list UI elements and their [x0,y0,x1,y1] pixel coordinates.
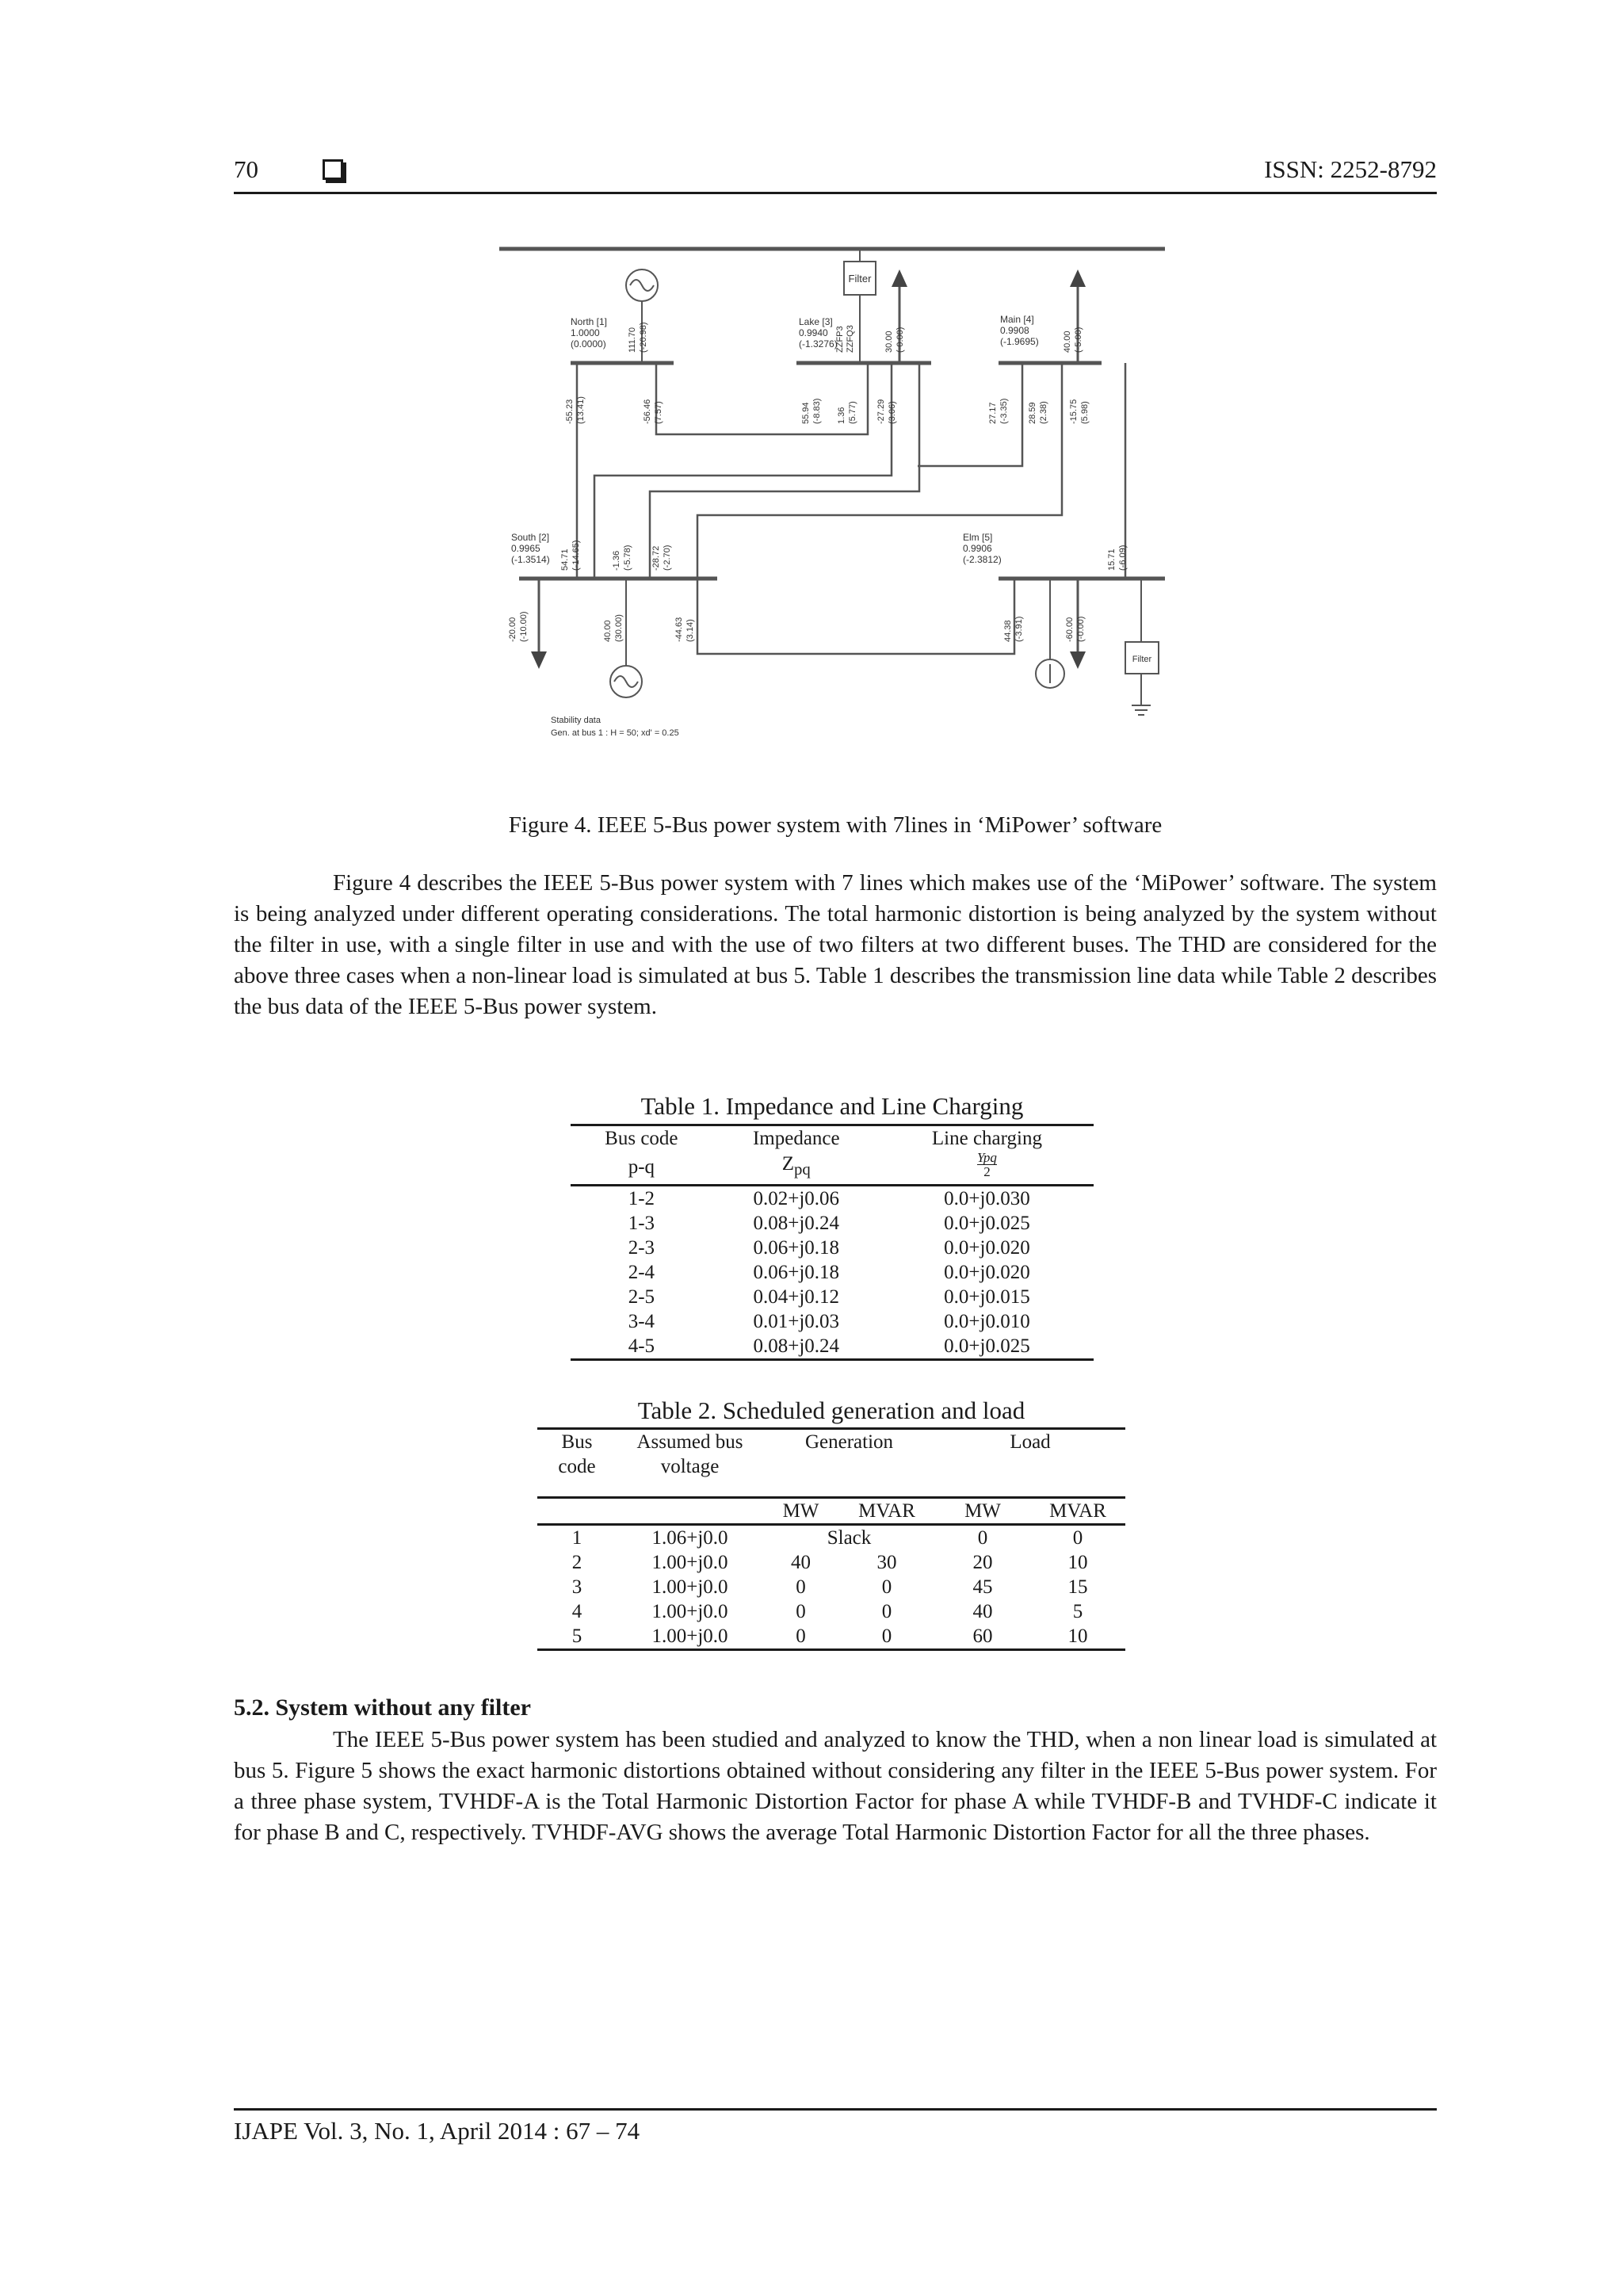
table-cell: Slack [827,1527,872,1549]
flow-value: 15.71 [1107,548,1117,571]
table-unit: MVAR [838,1498,935,1525]
table-cell: 1.00+j0.0 [651,1576,728,1598]
flow-value: (3.14) [685,619,695,642]
z-subscript: pq [794,1159,811,1179]
flow-value: -44.63 [674,617,684,642]
table-cell: 30 [876,1552,897,1573]
table-cell: 0.0+j0.025 [944,1213,1030,1234]
bus-lake-name: Lake [3] [799,316,833,327]
table-cell: 0.08+j0.24 [753,1335,840,1357]
table-cell: 60 [972,1626,993,1647]
flow-value: (-3.35) [999,398,1009,424]
table-cell: 0 [881,1601,892,1622]
table-header: code [558,1456,596,1477]
table-cell: 1.00+j0.0 [651,1552,728,1573]
flow-value: 27.17 [988,402,998,424]
flow-value: -60.00 [1065,617,1075,642]
bus-main-angle: (-1.9695) [1000,336,1039,347]
table-row [571,1309,1094,1334]
bus-north-angle: (0.0000) [571,338,606,350]
table-cell: 0 [1072,1527,1083,1549]
bus-south-angle: (-1.3514) [511,554,550,565]
bus-elm-voltage: 0.9906 [963,543,992,554]
flow-value: -28.72 [651,545,661,571]
issn: ISSN: 2252-8792 [1264,155,1437,183]
bus-lake-voltage: 0.9940 [799,327,828,338]
flow-value: (3.06) [888,401,897,424]
bus-north-name: North [1] [571,316,608,327]
table-cell: 1-3 [628,1213,655,1234]
bus-elm-angle: (-2.3812) [963,554,1002,565]
table-cell: 1.06+j0.0 [651,1527,728,1549]
table-cell: 2 [571,1552,582,1573]
filter-label: Filter [1132,655,1152,664]
load-arrow-down-icon [1070,651,1086,669]
flow-value: (-20.98) [639,322,648,353]
table-row [571,1260,1094,1285]
table-row [571,1211,1094,1236]
table-row [571,1236,1094,1260]
table-header: Line charging [931,1128,1042,1149]
table-row [571,1334,1094,1360]
table-header: Bus code [605,1128,678,1149]
fraction [977,1151,997,1179]
flow-value: (-10.00) [519,611,529,642]
footer-citation: IJAPE Vol. 3, No. 1, April 2014 : 67 – 74 [234,2117,640,2145]
bus-south-voltage: 0.9965 [511,543,540,554]
table-header: Generation [804,1431,894,1453]
flow-value: (-3.91) [1014,616,1024,642]
flow-value: (7.57) [654,401,663,424]
table-cell: 0.06+j0.18 [753,1262,840,1283]
table-header: Bus [561,1431,593,1453]
stability-label: Stability data [551,716,601,725]
table-row [537,1599,1125,1624]
figure-4 [491,230,1173,777]
table-cell: 2-3 [628,1237,655,1259]
flow-value: (-2.70) [663,544,672,571]
page-header [234,155,1437,194]
table-1-caption: Table 1. Impedance and Line Charging [640,1092,1024,1120]
table-cell: 0 [796,1576,806,1598]
table-row [537,1550,1125,1575]
table-cell: 10 [1067,1626,1088,1647]
body-paragraph: The IEEE 5-Bus power system has been studied and analyzed to know the THD, when a non linear load is simulated at bus 5. Figure 5 shows the exact harmonic distortions obtained without considering any filter in the IEEE 5-Bus power system. For a three phase system, TVHDF-A is the Total Harmonic Distortion Factor for phase A while TVHDF-B and TVHDF-C indicate it for phase B and C, respectively. TVHDF-AVG shows the average Total Harmonic Distortion Factor for all the three phases. [234,1727,1437,1845]
table-cell: 45 [972,1576,993,1598]
table-cell: 0 [881,1576,892,1598]
flow-value: 40.00 [603,620,613,642]
table-cell: 3-4 [628,1311,655,1332]
z-symbol: Z [781,1153,795,1175]
table-cell: 40 [791,1552,811,1573]
bus-elm-name: Elm [5] [963,532,993,543]
table-subheader: p-q [571,1151,712,1186]
table-cell: 1.00+j0.0 [651,1601,728,1622]
load-arrow-up-icon [1070,269,1086,287]
table-cell: 1 [571,1527,582,1549]
flow-value: 30.00 [884,330,894,353]
load-arrow-up-icon [892,269,907,287]
flow-value: 1.36 [837,407,846,424]
table-unit: MW [935,1498,1030,1525]
flow-value: (5.77) [848,401,857,424]
bus-north-voltage: 1.0000 [571,327,600,338]
table-cell: 1.00+j0.0 [651,1626,728,1647]
table-header: Assumed bus [636,1431,743,1453]
table-row [537,1624,1125,1650]
table-cell: 10 [1067,1552,1088,1573]
flow-value: (-5.00) [1074,327,1083,353]
body-paragraph: Figure 4 describes the IEEE 5-Bus power system with 7 lines which makes use of the ‘MiPower’ software. The system is being analyzed under different operating considerations. The total harmonic distortion is being analyzed by the system without the filter in use, with a single filter in use and with the use of two filters at two different buses. The THD are considered for the above three cases when a non-linear load is simulated at bus 5. Table 1 describes the transmission line data while Table 2 describes the bus data of the IEEE 5-Bus power system. [234,870,1437,1019]
flow-value: 28.59 [1028,402,1037,424]
table-row [537,1525,1125,1551]
table-cell: 5 [571,1626,582,1647]
flow-value: (30.00) [614,614,624,642]
table-cell: 5 [1072,1601,1083,1622]
bus-lake-angle: (-1.3276) [799,338,838,350]
flow-value: 40.00 [1063,330,1072,353]
table-header: Impedance [752,1128,840,1149]
flow-value: (2.38) [1039,401,1048,424]
table-cell: 0 [796,1626,806,1647]
table-cell: 0 [881,1626,892,1647]
table-row [537,1575,1125,1599]
table-cell: 2-5 [628,1286,655,1308]
filter-label: Filter [848,273,872,285]
page-number: 70 [234,155,258,183]
flow-value: 55.94 [801,402,811,424]
table-header: voltage [660,1456,720,1477]
table-unit: MW [763,1498,838,1525]
table-cell: 0.0+j0.025 [944,1335,1030,1357]
table-1 [571,1124,1094,1361]
flow-value: -27.29 [876,399,886,424]
flow-value: (-0.00) [896,327,905,353]
table-row [571,1285,1094,1309]
table-subheader [712,1151,880,1186]
table-cell: 4 [571,1601,582,1622]
fraction-numerator: Ypq [976,1150,997,1165]
flow-value: (5.98) [1080,401,1090,424]
table-cell: 15 [1067,1576,1088,1598]
bus-main-voltage: 0.9908 [1000,325,1029,336]
flow-value: (-8.83) [812,398,822,424]
table-cell: 0.0+j0.010 [944,1311,1030,1332]
flow-value: -15.75 [1069,399,1079,424]
flow-value: (-5.78) [623,544,632,571]
table-unit: MVAR [1030,1498,1125,1525]
checkbox-square-icon [323,159,343,180]
flow-value: -55.23 [565,399,575,424]
flow-value: (-0.00) [1076,616,1086,642]
table-cell: 2-4 [628,1262,655,1283]
stability-values: Gen. at bus 1 : H = 50; xd' = 0.25 [551,728,679,738]
table-2-caption: Table 2. Scheduled generation and load [637,1396,1025,1424]
table-cell: 0.04+j0.12 [753,1286,840,1308]
bus-main-name: Main [4] [1000,314,1034,325]
table-header: Load [1010,1431,1051,1453]
flow-value: -56.46 [643,399,652,424]
flow-value: 44.38 [1003,620,1013,642]
table-cell: 0.06+j0.18 [753,1237,840,1259]
table-cell: 0.0+j0.015 [944,1286,1030,1308]
flow-value: 54.71 [560,548,570,571]
fraction-denominator: 2 [983,1164,991,1179]
flow-value: 111.70 [628,327,637,353]
table-cell: 0.08+j0.24 [753,1213,840,1234]
flow-value: (-6.09) [1118,544,1128,571]
table-cell: 0.02+j0.06 [753,1188,840,1209]
load-arrow-down-icon [531,651,547,669]
table-cell: 0.0+j0.020 [944,1237,1030,1259]
table-cell: 0.01+j0.03 [753,1311,840,1332]
table-cell: 0 [796,1601,806,1622]
power-system-diagram [491,230,1173,777]
table-cell: 4-5 [628,1335,655,1357]
bus-south-name: South [2] [511,532,550,543]
table-2 [537,1427,1125,1651]
table-cell: 20 [972,1552,993,1573]
flow-value: (-14.65) [571,540,581,571]
table-row [571,1186,1094,1212]
table-cell: 0 [977,1527,988,1549]
table-cell: 1-2 [628,1188,655,1209]
table-cell: 3 [571,1576,582,1598]
table-cell: 0.0+j0.030 [944,1188,1030,1209]
table-subheader [880,1151,1094,1186]
flow-value: (13.41) [576,396,586,424]
section-heading: 5.2. System without any filter [234,1694,531,1721]
flow-value: ZZFP3 [835,326,845,353]
figure-caption: Figure 4. IEEE 5-Bus power system with 7lines in ‘MiPower’ software [508,812,1163,838]
table-cell: 0.0+j0.020 [944,1262,1030,1283]
flow-value: ZZFQ3 [846,325,855,353]
page-footer [234,2108,1437,2145]
flow-value: -20.00 [508,617,517,642]
table-cell: 40 [972,1601,993,1622]
flow-value: -1.36 [612,550,621,571]
